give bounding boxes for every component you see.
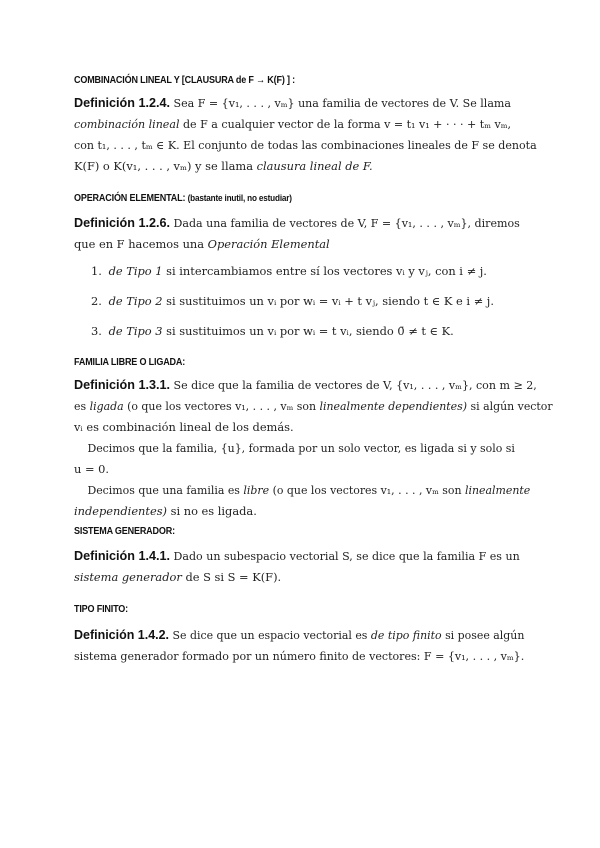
term-ligada: ligada — [89, 399, 124, 413]
term-combinacion-lineal: combinación lineal — [74, 117, 180, 131]
item-number: 3. — [91, 324, 102, 338]
definition-label: Definición 1.4.1. — [74, 548, 171, 563]
list-item — [91, 294, 494, 308]
def-line — [74, 545, 520, 567]
def-line — [74, 374, 537, 396]
item-term: de Tipo 1 — [108, 264, 163, 278]
item-text: si intercambiamos entre sí los vectores vᵢ y vⱼ, con i ≠ j. — [166, 264, 487, 278]
heading-tipo-finito: TIPO FINITO: — [74, 603, 128, 615]
def-line — [74, 567, 526, 588]
heading-familia-libre-ligada: FAMILIA LIBRE O LIGADA: — [74, 356, 186, 368]
def-text: Dado un subespacio vectorial S, se dice que la familia F es un — [173, 549, 520, 563]
def-text: con t₁, . . . , tₘ ∈ K. El conjunto de todas las combinaciones lineales de F se denota — [74, 138, 537, 152]
def-line — [74, 624, 525, 646]
term-clausura-lineal: clausura lineal de F. — [256, 159, 373, 173]
def-line — [74, 156, 526, 177]
heading-operacion-elemental — [74, 192, 292, 204]
def-text: vᵢ es combinación lineal de los demás. — [74, 420, 294, 434]
def-text: Decimos que la familia, {u}, formada por un solo vector, es ligada si y solo si — [87, 441, 515, 455]
def-line — [74, 396, 553, 417]
item-number: 1. — [91, 264, 102, 278]
term-independientes: independientes) — [74, 504, 167, 518]
heading-note: (bastante inutil, no estudiar) — [187, 193, 292, 204]
def-text: sistema generador formado por un número finito de vectores: F = {v₁, . . . , vₘ}. — [74, 649, 525, 663]
term-operacion-elemental: Operación Elemental — [207, 237, 330, 251]
def-text: Se dice que un espacio vectorial es — [172, 628, 368, 642]
definition-1-2-4 — [74, 92, 537, 177]
def-text: de S si S = K(F). — [185, 570, 282, 584]
def-line — [74, 234, 526, 255]
def-text: (o que los vectores v₁, . . . , vₘ son — [127, 399, 317, 413]
list-item — [91, 324, 454, 338]
def-text: u = 0. — [74, 462, 109, 476]
definition-label: Definición 1.3.1. — [74, 377, 171, 392]
term-linealmente: linealmente — [465, 483, 531, 497]
item-text: si sustituimos un vᵢ por wᵢ = t vᵢ, siendo 0̄ ≠ t ∈ K. — [166, 324, 454, 338]
item-term: de Tipo 2 — [108, 294, 163, 308]
def-text: Sea F = {v₁, . . . , vₘ} una familia de vectores de V. Se llama — [173, 96, 511, 110]
heading-sistema-generador: SISTEMA GENERADOR: — [74, 525, 175, 537]
def-line — [74, 212, 520, 234]
def-text: que en F hacemos una — [74, 237, 205, 251]
def-text: de F a cualquier vector de la forma v = t₁ v₁ + · · · + tₘ vₘ, — [182, 117, 512, 131]
definition-label: Definición 1.2.6. — [74, 215, 171, 230]
definition-1-4-2 — [74, 624, 526, 667]
definition-label: Definición 1.2.4. — [74, 95, 171, 110]
def-text: (o que los vectores v₁, . . . , vₘ son — [272, 483, 462, 497]
item-number: 2. — [91, 294, 102, 308]
term-de-tipo-finito: de tipo finito — [370, 628, 442, 642]
definition-1-4-1 — [74, 545, 526, 588]
def-text: Decimos que una familia es — [87, 483, 240, 497]
def-line — [74, 114, 512, 135]
definition-1-3-1 — [74, 374, 553, 522]
term-libre: libre — [243, 483, 270, 497]
heading-combinacion-lineal: COMBINACIÓN LINEAL Y [CLAUSURA de F → K(F) ] : — [74, 74, 296, 86]
def-text: Se dice que la familia de vectores de V, {v₁, . . . , vₘ}, con m ≥ 2, — [173, 378, 537, 392]
heading-text: OPERACIÓN ELEMENTAL: — [74, 192, 186, 204]
def-line — [74, 501, 526, 522]
list-item — [91, 264, 487, 278]
definition-1-2-6 — [74, 212, 526, 255]
def-text: si algún vector — [470, 399, 553, 413]
def-text: Dada una familia de vectores de V, F = {v₁, . . . , vₘ}, diremos — [173, 216, 520, 230]
def-line — [74, 92, 512, 114]
def-text: es — [74, 399, 87, 413]
term-linealmente-dependientes: linealmente dependientes) — [319, 399, 467, 413]
def-line — [74, 480, 531, 501]
def-text: si no es ligada. — [170, 504, 257, 518]
term-sistema-generador: sistema generador — [74, 570, 182, 584]
item-term: de Tipo 3 — [108, 324, 163, 338]
item-text: si sustituimos un vᵢ por wᵢ = vᵢ + t vⱼ, siendo t ∈ K e i ≠ j. — [166, 294, 494, 308]
def-text: si posee algún — [445, 628, 525, 642]
def-text: K(F) o K(v₁, . . . , vₘ) y se llama — [74, 159, 253, 173]
definition-label: Definición 1.4.2. — [74, 627, 170, 642]
